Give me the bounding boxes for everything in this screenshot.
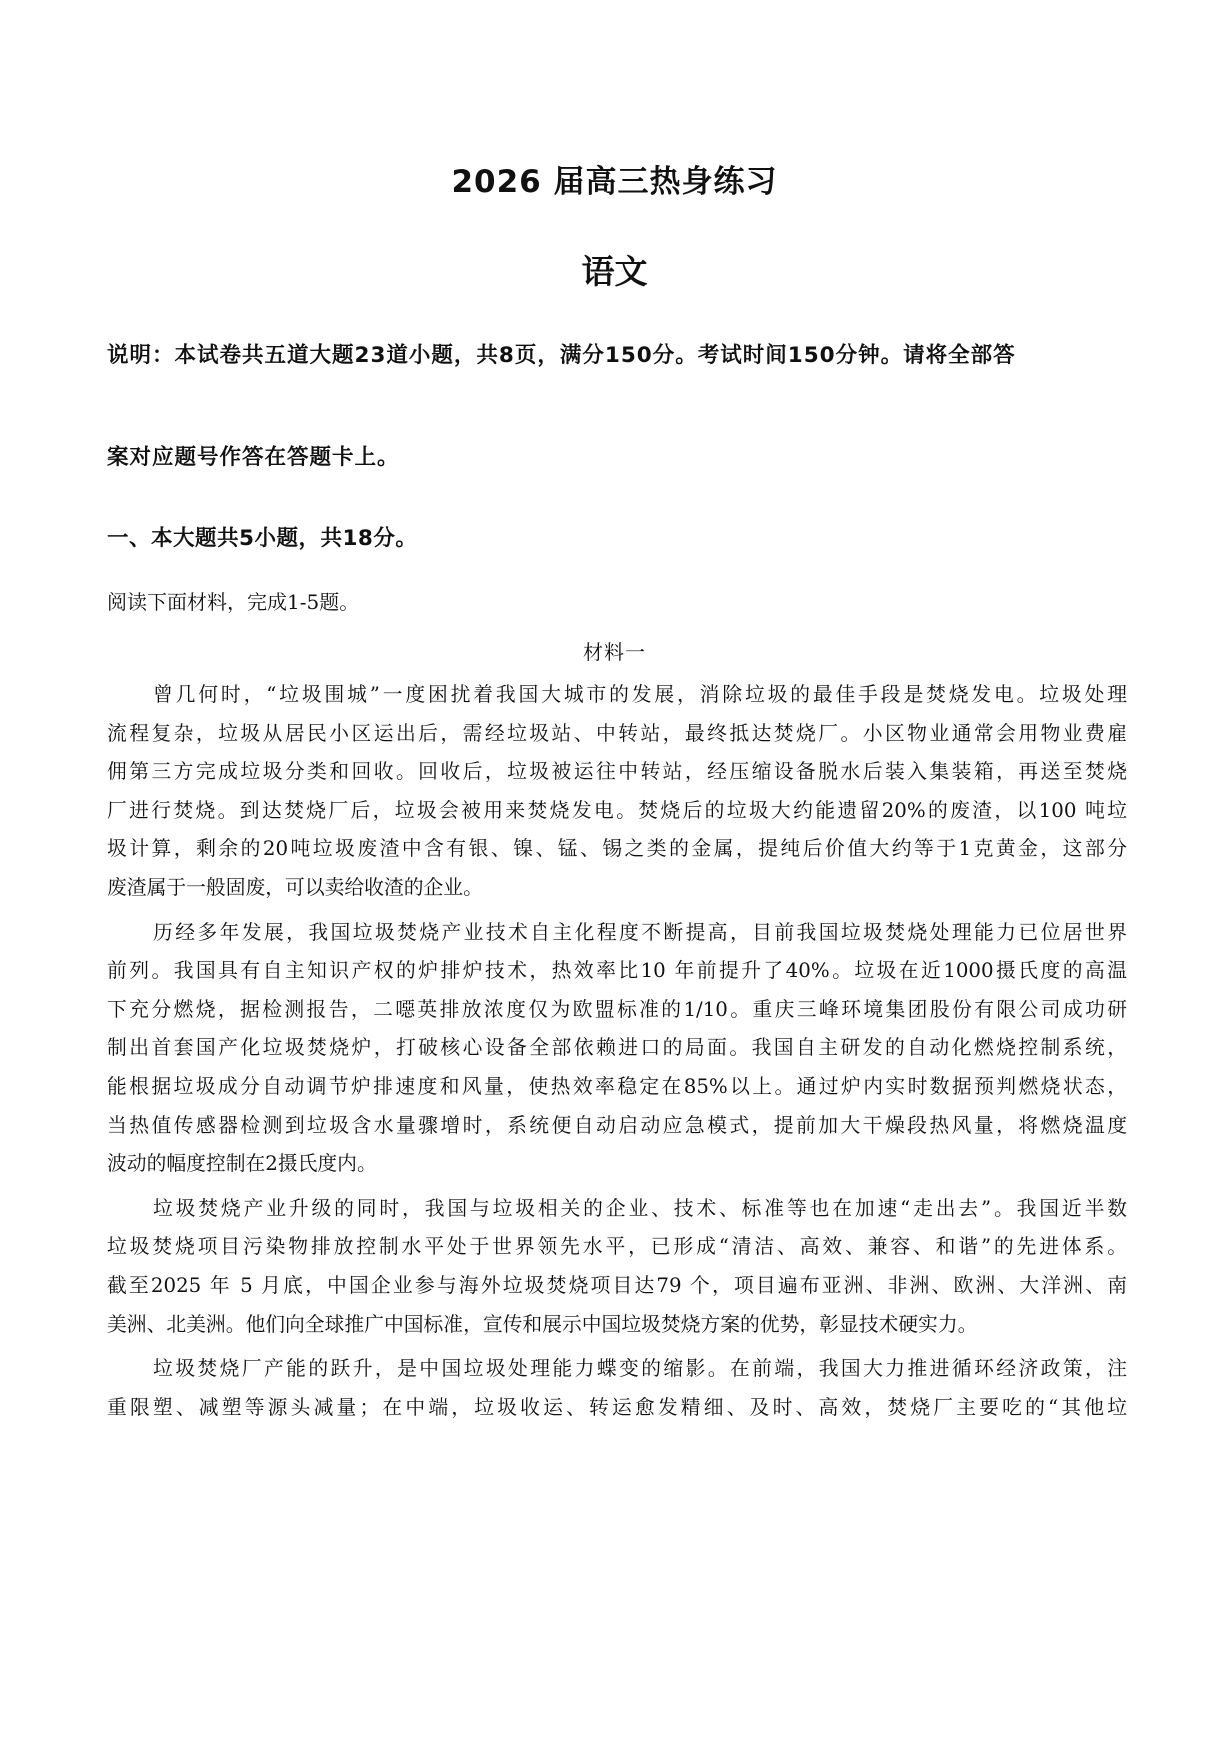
text-line: 流程复杂，垃圾从居民小区运出后，需经垃圾站、中转站，最终抵达焚烧厂。小区物业通常会用物业费雇	[107, 721, 1127, 745]
paragraph	[107, 1190, 1127, 1344]
text-line: 厂进行焚烧。到达焚烧厂后，垃圾会被用来焚烧发电。焚烧后的垃圾大约能遗留20%的废渣，以100 吨垃	[107, 798, 1127, 822]
text-line: 垃圾焚烧产业升级的同时，我国与垃圾相关的企业、技术、标准等也在加速“走出去”。我国近半数	[153, 1196, 1127, 1220]
paragraph	[107, 1350, 1127, 1427]
text-line: 下充分燃烧，据检测报告，二噁英排放浓度仅为欧盟标准的1/10。重庆三峰环境集团股份有限公司成功研	[107, 997, 1127, 1021]
text-line: 历经多年发展，我国垃圾焚烧产业技术自主化程度不断提高，目前我国垃圾焚烧处理能力已位居世界	[153, 920, 1127, 944]
material-title: 材料一	[583, 640, 646, 664]
text-line: 能根据垃圾成分自动调节炉排速度和风量，使热效率稳定在85%以上。通过炉内实时数据预判燃烧状态，	[107, 1074, 1127, 1098]
text-line: 重限塑、减塑等源头减量；在中端，垃圾收运、转运愈发精细、及时、高效，焚烧厂主要吃的“其他垃	[107, 1395, 1127, 1419]
subject-title: 语文	[581, 252, 648, 291]
instructions-line-2: 案对应题号作答在答题卡上。	[107, 445, 400, 470]
text-line: 制出首套国产化垃圾焚烧炉，打破核心设备全部依赖进口的局面。我国自主研发的自动化燃烧控制系统，	[107, 1036, 1127, 1060]
text-line: 垃圾焚烧项目污染物排放控制水平处于世界领先水平，已形成“清洁、高效、兼容、和谐”的先进体系。	[107, 1235, 1127, 1259]
text-line: 废渣属于一般固废，可以卖给收渣的企业。	[107, 875, 483, 899]
material-body	[107, 676, 1127, 1427]
text-line: 波动的幅度控制在2摄氏度内。	[107, 1152, 377, 1176]
text-line: 圾计算，剩余的20吨垃圾废渣中含有银、镍、锰、锡之类的金属，提纯后价值大约等于1克黄金，这部分	[107, 837, 1127, 861]
text-line: 前列。我国具有自主知识产权的炉排炉技术，热效率比10 年前提升了40%。垃圾在近1000摄氏度的高温	[107, 959, 1127, 983]
text-line: 曾几何时，“垃圾围城”一度困扰着我国大城市的发展，消除垃圾的最佳手段是焚烧发电。垃圾处理	[153, 683, 1127, 706]
section-heading: 一、本大题共5小题，共18分。	[107, 526, 418, 551]
text-line: 截至2025 年 5 月底，中国企业参与海外垃圾焚烧项目达79 个，项目遍布亚洲、非洲、欧洲、大洋洲、南	[107, 1273, 1127, 1297]
exam-title: 2026 届高三热身练习	[451, 164, 778, 200]
text-line: 当热值传感器检测到垃圾含水量骤增时，系统便自动启动应急模式，提前加大干燥段热风量，将燃烧温度	[107, 1113, 1127, 1137]
text-line: 垃圾焚烧厂产能的跃升，是中国垃圾处理能力蝶变的缩影。在前端，我国大力推进循环经济政策，注	[153, 1357, 1127, 1381]
text-line: 佣第三方完成垃圾分类和回收。回收后，垃圾被运往中转站，经压缩设备脱水后装入集装箱，再送至焚烧	[107, 760, 1127, 784]
paragraph	[107, 914, 1127, 1184]
instructions-line-1: 说明：本试卷共五道大题23道小题，共8页，满分150分。考试时间150分钟。请将全部答	[107, 343, 1016, 368]
text-line: 美洲、北美洲。他们向全球推广中国标准，宣传和展示中国垃圾焚烧方案的优势，彰显技术硬实力。	[107, 1312, 978, 1336]
reading-prompt: 阅读下面材料，完成1-5题。	[107, 590, 360, 614]
paragraph	[107, 676, 1127, 908]
